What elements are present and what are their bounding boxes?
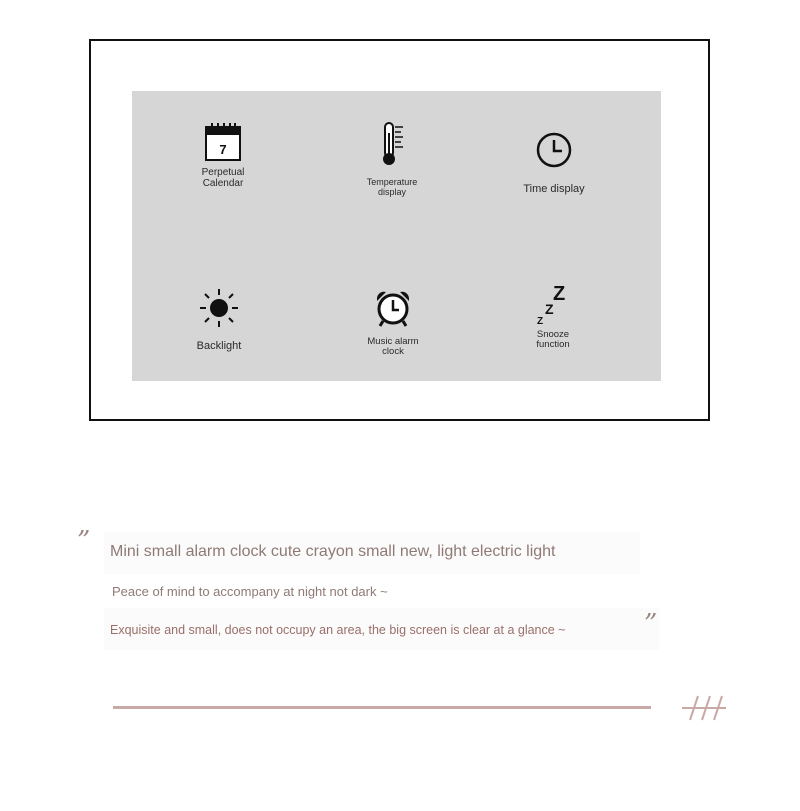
headline-text: Mini small alarm clock cute crayon small new, light electric light [110,543,556,560]
divider-line [113,706,651,709]
alarm-clock-icon [373,288,413,328]
feature-label: Time display [523,183,585,195]
hash-decoration [680,694,728,724]
snooze-icon [533,282,573,326]
sun-icon [199,288,239,328]
thermometer-icon [375,121,409,169]
calendar-icon [203,121,243,163]
feature-label: Backlight [196,340,242,352]
feature-snooze [498,282,608,350]
feature-temperature [337,121,447,197]
close-quote-mark: ” [644,609,658,639]
feature-time-display [499,131,609,195]
svg-text:Z: Z [537,316,544,326]
feature-label: Perpetual Calendar [201,167,245,189]
feature-perpetual-calendar [168,121,278,189]
clock-icon [535,131,573,169]
svg-text:Z: Z [553,283,566,305]
feature-backlight [164,288,274,352]
svg-text:Z: Z [545,301,554,317]
tagline-screen: Exquisite and small, does not occupy an area, the big screen is clear at a glance ~ [110,623,566,637]
feature-label: Music alarm clock [367,336,419,357]
calendar-number: 7 [219,142,227,157]
tagline-night: Peace of mind to accompany at night not dark ~ [112,584,388,599]
open-quote-mark: ” [77,526,91,556]
feature-label: Temperature display [366,177,418,197]
feature-music-alarm [338,288,448,357]
feature-label: Snooze function [536,329,570,350]
